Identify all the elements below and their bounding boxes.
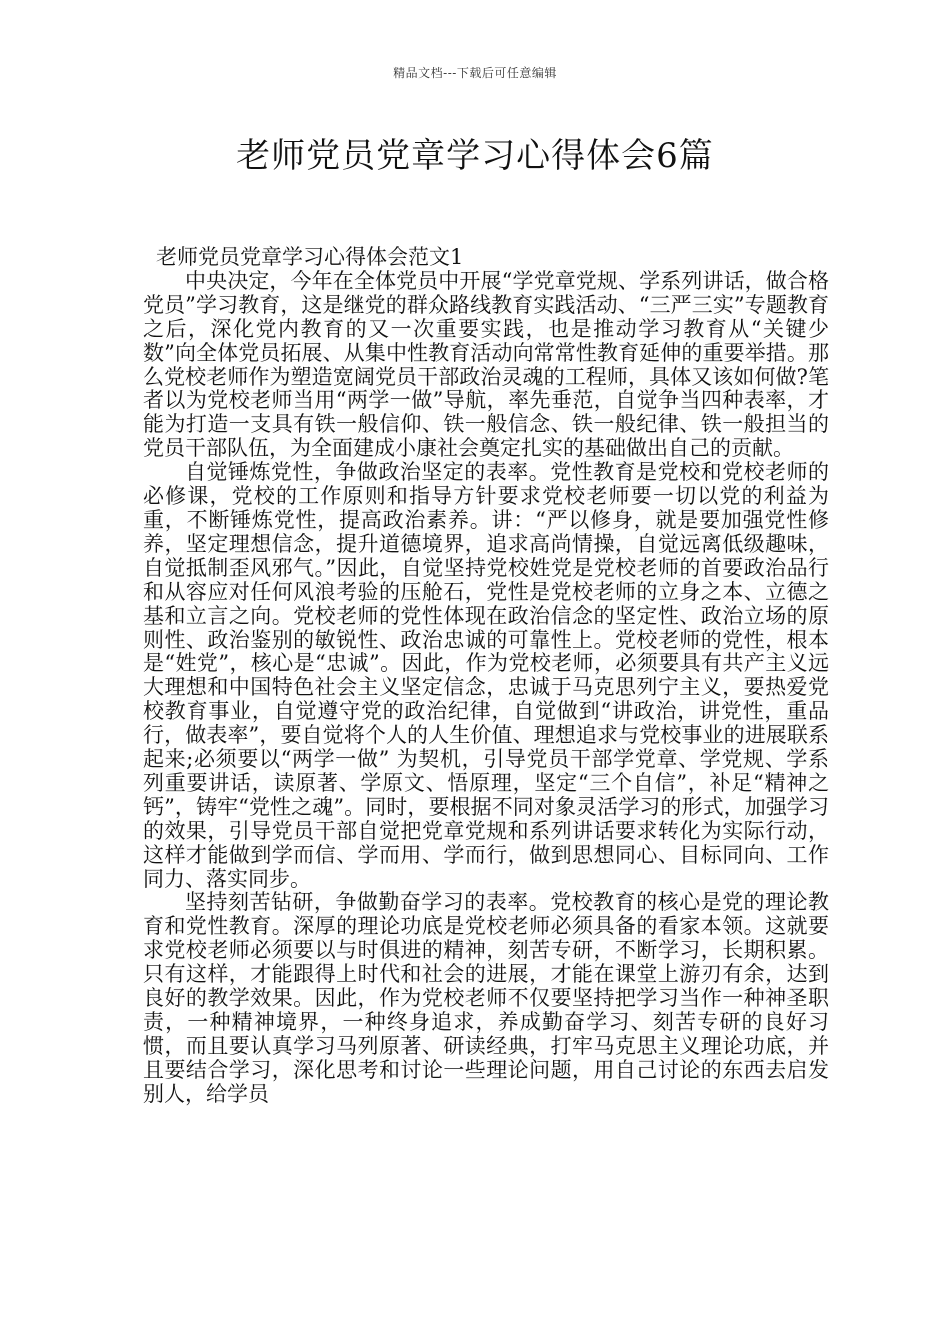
paragraph-2: 自觉锤炼党性，争做政治坚定的表率。党性教育是党校和党校老师的必修课，党校的工作原则和指导方针要求党校老师要一切以党的利益为重，不断锤炼党性，提高政治素养。讲：“严以修身，就是要加强党性修养，坚定理想信念，提升道德境界，追求高尚情操，自觉远离低级趣味，自觉抵制歪风邪气。”因此，自觉坚持党校姓党是党校老师的首要政治品行和从容应对任何风浪考验的压舱石，党性是党校老师的立身之本、立德之基和立言之向。党校老师的党性体现在政治信念的坚定性、政治立场的原则性、政治鉴别的敏锐性、政治忠诚的可靠性上。党校老师的党性，根本是“姓党”，核心是“忠诚”。因此，作为党校老师，必须要具有共产主义远大理想和中国特色社会主义坚定信念，忠诚于马克思列宁主义，要热爱党校教育事业，自觉遵守党的政治纪律，自觉做到“讲政治，讲党性，重品行，做表率”，要自觉将个人的人生价值、理想追求与党校事业的进展联系起来;必须要以“两学一做” 为契机，引导党员干部学党章、学党规、学系列重要讲话，读原著、学原文、悟原理，坚定“三个自信”，补足“精神之钙”，铸牢“党性之魂”。同时，要根据不同对象灵活学习的形式，加强学习的效果，引导党员干部自觉把党章党规和系列讲话要求转化为实际行动，这样才能做到学而信、学而用、学而行，做到思想同心、目标同向、工作同力、落实同步。 <box>143 460 829 891</box>
section-heading: 老师党员党章学习心得体会范文1 <box>156 245 464 269</box>
document-title: 老师党员党章学习心得体会6篇 <box>236 136 714 176</box>
paragraph-1: 中央决定，今年在全体党员中开展“学党章党规、学系列讲话，做合格党员”学习教育，这是继党的群众路线教育实践活动、“三严三实”专题教育之后，深化党内教育的又一次重要实践，也是推动学习教育从“关键少数”向全体党员拓展、从集中性教育活动向常常性教育延伸的重要举措。那么党校老师作为塑造宽阔党员干部政治灵魂的工程师，具体又该如何做?笔者以为党校老师当用“两学一做”导航，率先垂范，自觉争当四种表率，才能为打造一支具有铁一般信仰、铁一般信念、铁一般纪律、铁一般担当的党员干部队伍，为全面建成小康社会奠定扎实的基础做出自己的贡献。 <box>143 268 829 461</box>
paragraph-3: 坚持刻苦钻研，争做勤奋学习的表率。党校教育的核心是党的理论教育和党性教育。深厚的理论功底是党校老师必须具备的看家本领。这就要求党校老师必须要以与时俱进的精神，刻苦专研，不断学习，长期积累。只有这样，才能跟得上时代和社会的进展，才能在课堂上游刃有余，达到良好的教学效果。因此，作为党校老师不仅要坚持把学习当作一种神圣职责，一种精神境界，一种终身追求，养成勤奋学习、刻苦专研的良好习惯，而且要认真学习马列原著、研读经典，打牢马克思主义理论功底，并且要结合学习，深化思考和讨论一些理论问题，用自己讨论的东西去启发别人，给学员 <box>143 890 829 1106</box>
document-body <box>143 246 829 1107</box>
header-note: 精品文档---下载后可任意编辑 <box>393 66 557 80</box>
